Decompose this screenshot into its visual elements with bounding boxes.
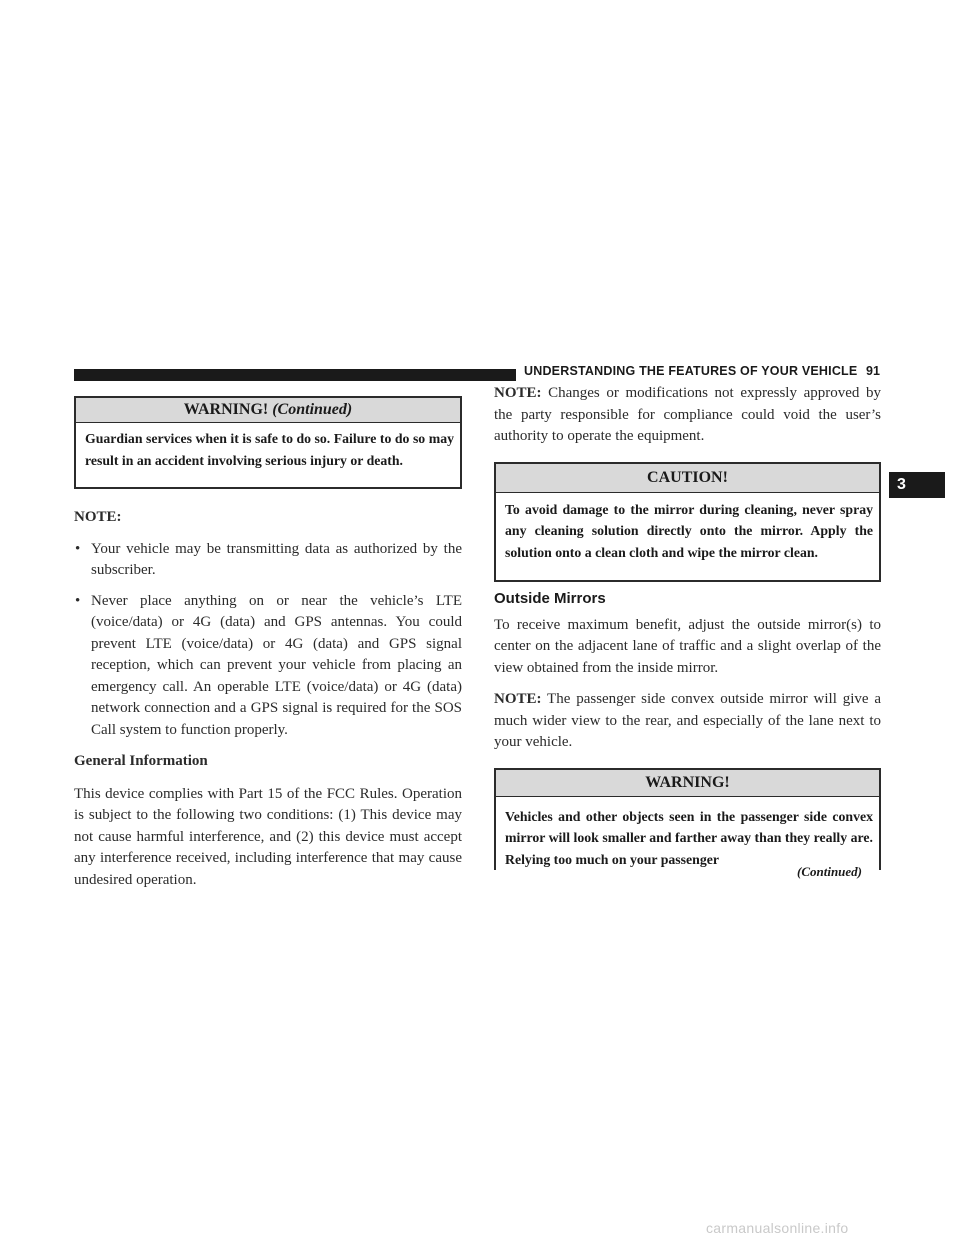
note-label: NOTE: — [494, 691, 542, 707]
general-information-heading: General Information — [74, 753, 208, 769]
warning-title: WARNING! — [183, 401, 269, 418]
list-item — [74, 591, 462, 742]
bullet-text: Your vehicle may be transmitting data as authorized by the subscriber. — [91, 540, 462, 578]
header-rule — [74, 369, 516, 381]
list-item — [74, 539, 462, 582]
warning-box-header: WARNING! — [496, 770, 879, 797]
caution-box — [494, 462, 881, 582]
note-text: The passenger side convex outside mirror will give a much wider view to the rear, and especially of the lane next to your vehicle. — [494, 691, 881, 750]
watermark: carmanualsonline.info — [706, 1220, 849, 1236]
outside-mirrors-heading: Outside Mirrors — [494, 589, 606, 607]
note-convex-mirror — [494, 689, 881, 754]
warning-text: Vehicles and other objects seen in the passenger side convex mirror will look smaller and farther away than they really are. Relying too much on your passenger — [505, 808, 873, 867]
warning-box-header — [76, 398, 460, 423]
outside-mirrors-text: To receive maximum benefit, adjust the outside mirror(s) to center on the adjacent lane of traffic and a slight overlap of the view obtained from the inside mirror. — [494, 616, 881, 676]
caution-box-header: CAUTION! — [496, 464, 879, 493]
chapter-tab: 3 — [889, 472, 945, 498]
note-text: Changes or modifications not expressly approved by the party responsible for compliance could void the user’s authority to operate the equipment. — [494, 385, 881, 444]
section-title: UNDERSTANDING THE FEATURES OF YOUR VEHICLE — [524, 364, 858, 378]
continued-label: (Continued) — [797, 864, 863, 879]
note-label: NOTE: — [74, 509, 122, 525]
warning-box-continued — [74, 396, 462, 489]
warning-box — [494, 768, 881, 870]
bullet-icon: • — [75, 592, 81, 609]
bullet-icon: • — [75, 540, 81, 557]
caution-text: To avoid damage to the mirror during cleaning, never spray any cleaning solution directly onto the mirror. Apply the solution onto a clean cloth and wipe the mirror clean. — [505, 501, 873, 560]
note-bullet-list — [74, 539, 462, 742]
note-label: NOTE: — [494, 385, 542, 401]
page-number: 91 — [866, 364, 880, 378]
note-compliance — [494, 383, 881, 448]
right-column — [494, 383, 881, 870]
warning-continued-label: (Continued) — [272, 401, 353, 418]
left-column — [74, 396, 462, 891]
bullet-text: Never place anything on or near the vehicle’s LTE (voice/data) or 4G (data) and GPS antennas. You could prevent LTE (voice/data) or 4G (data) and GPS signal reception, which can prevent your vehicle from placing an emergency call. An operable LTE (voice/data) or 4G (data) network connection and a GPS signal is required for the SOS Call system to function properly. — [91, 592, 462, 738]
warning-text: Guardian services when it is safe to do so. Failure to do so may result in an accident involving serious injury or death. — [85, 431, 454, 468]
general-information-text: This device complies with Part 15 of the FCC Rules. Operation is subject to the following two conditions: (1) This device may not cause harmful interference, and (2) this device must accept any interference received, including interference that may cause undesired operation. — [74, 785, 462, 888]
